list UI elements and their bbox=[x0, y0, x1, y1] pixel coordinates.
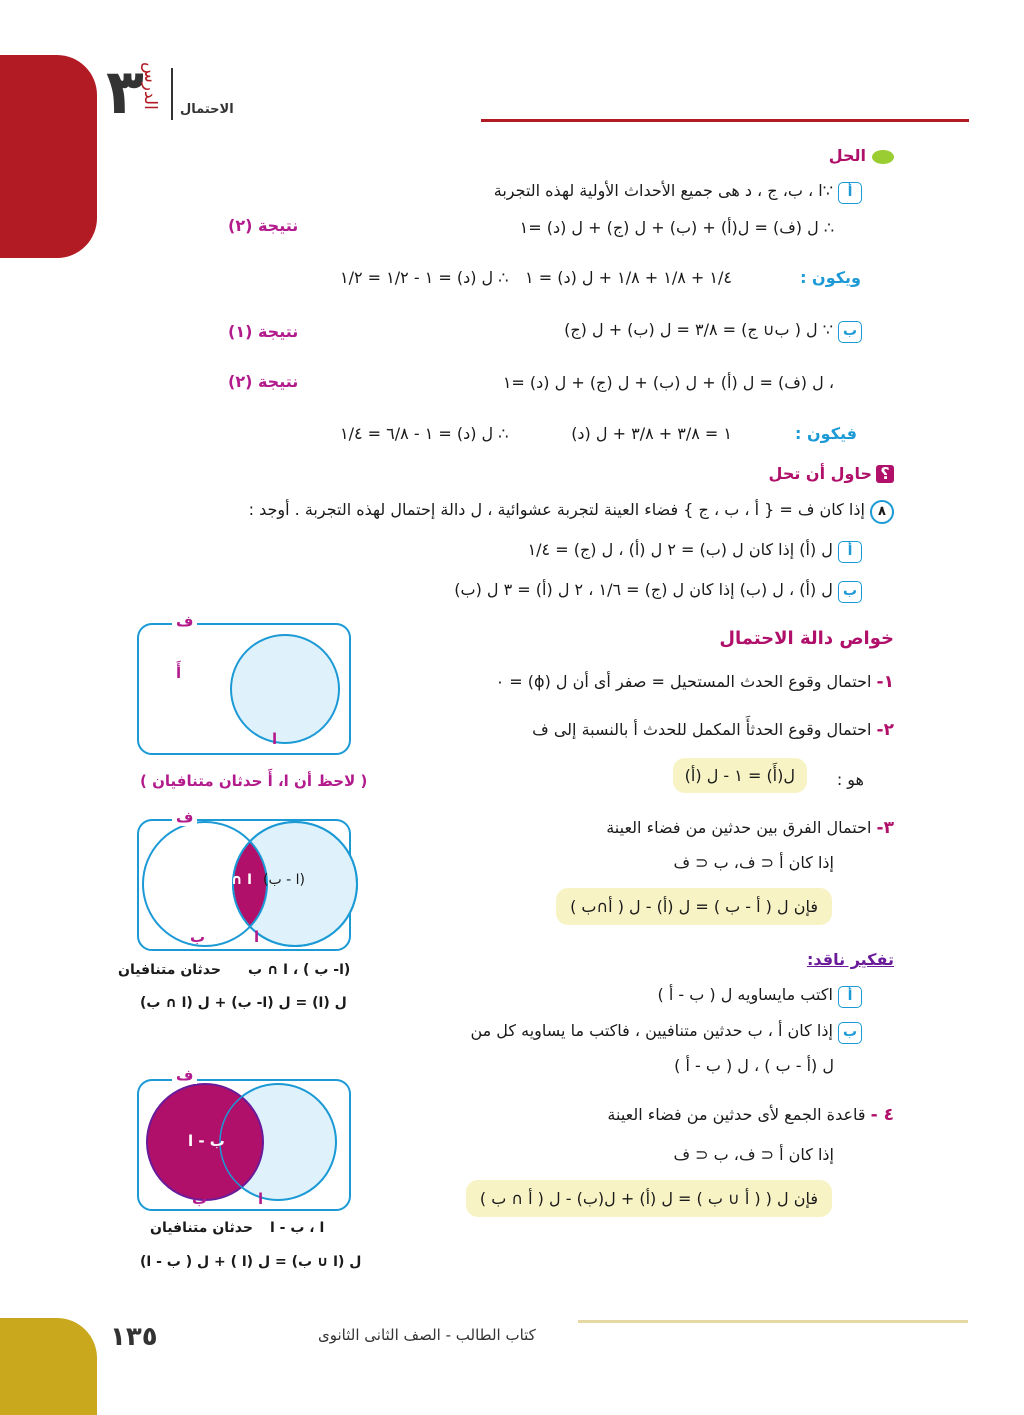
header-rule bbox=[481, 119, 969, 122]
solution-b-text3b: ∴ ل (د) = ١ - ٦/٨ = ١/٤ bbox=[340, 424, 509, 443]
solution-heading bbox=[829, 146, 894, 165]
try-part-b-text: ل (أ) ، ل (ب) إذا كان ل (ج) = ١/٦ ، ٢ ل (أ) = ٣ ل (ب) bbox=[454, 580, 833, 599]
label-difference: ب - ا bbox=[188, 1132, 225, 1150]
badge-a: أ bbox=[838, 541, 862, 563]
solution-a-line1 bbox=[494, 181, 862, 204]
critical-b bbox=[470, 1021, 862, 1044]
footer-rule bbox=[578, 1320, 968, 1323]
label-b: ب bbox=[192, 1190, 208, 1208]
critical-thinking-heading: تفكير ناقد: bbox=[806, 950, 894, 969]
label-a: ا bbox=[272, 730, 278, 748]
lesson-divider bbox=[171, 68, 173, 120]
event-a-circle bbox=[231, 635, 339, 743]
property-3-text: احتمال الفرق بين حدثين من فضاء العينة bbox=[606, 818, 872, 837]
lesson-title: الاحتمال bbox=[180, 102, 234, 117]
label-b: ب bbox=[190, 928, 206, 946]
property-number: ١- bbox=[876, 672, 894, 692]
try-heading-text: حاول أن تحل bbox=[768, 464, 872, 483]
property-number: ٤ - bbox=[870, 1105, 894, 1125]
try-question bbox=[249, 500, 894, 524]
label-f: ف bbox=[172, 808, 197, 826]
label-a: ا bbox=[258, 1190, 264, 1208]
solution-b-line1 bbox=[564, 320, 862, 343]
try-part-a-text: ل (أ) إذا كان ل (ب) = ٢ ل (أ) ، ل (ج) = ١/٤ bbox=[527, 540, 833, 559]
solution-a-text3b: ∴ ل (د) = ١ - ١/٢ = ١/٢ bbox=[340, 268, 509, 287]
question-icon: ؟ bbox=[876, 465, 894, 483]
solution-a-text3: ١/٤ + ١/٨ + ١/٨ + ل (د) = ١ bbox=[525, 268, 732, 287]
lesson-number: ٣ bbox=[106, 55, 144, 128]
footer-tab bbox=[0, 1318, 97, 1415]
chapter-tab bbox=[0, 55, 97, 258]
try-question-text: إذا كان ف = { أ ، ب ، ج } فضاء العينة لتجربة عشوائية ، ل دالة إحتمال لهذه التجربة . أوجد : bbox=[248, 500, 865, 519]
venn-diagram-complement bbox=[130, 612, 360, 762]
property-4-condition: إذا كان أ ⊂ ف، ب ⊂ ف bbox=[673, 1145, 834, 1164]
label-a-complement: أَ bbox=[176, 664, 182, 682]
venn2-caption-right: حدثان متنافيان bbox=[118, 962, 221, 978]
property-2-text: احتمال وقوع الحدثأَ المكمل للحدث أ بالنسبة إلى ف bbox=[532, 720, 872, 739]
difference-formula: فإن ل ( أ - ب ) = ل (أ) - ل ( أ∩ب ) bbox=[556, 888, 832, 925]
badge-a: أ bbox=[838, 986, 862, 1008]
property-3-condition: إذا كان أ ⊂ ف، ب ⊂ ف bbox=[673, 853, 834, 872]
question-number: ٨ bbox=[870, 500, 894, 524]
critical-a bbox=[658, 985, 863, 1008]
property-4-text: قاعدة الجمع لأى حدثين من فضاء العينة bbox=[607, 1105, 866, 1124]
try-part-b bbox=[454, 580, 862, 603]
venn3-caption-right: حدثان متنافيان bbox=[150, 1220, 253, 1236]
result-label: نتيجة (١) bbox=[228, 322, 299, 341]
badge-b: ب bbox=[838, 581, 862, 603]
addition-formula: فإن ل ( ( أ ∪ ب ) = ل (أ) + ل(ب) - ل ( أ ∩ ب ) bbox=[466, 1180, 832, 1217]
try-heading bbox=[769, 464, 894, 483]
solution-b-text2: ، ل (ف) = ل (أ) + ل (ب) + ل (ج) + ل (د) =١ bbox=[502, 373, 834, 392]
then-label: فيكون : bbox=[795, 424, 857, 443]
venn2-caption-left: (ا- ب ) ، ا ∩ ب bbox=[248, 962, 351, 978]
venn1-caption: ( لاحظ أن ا، أَ حدثان متنافيان ) bbox=[140, 772, 368, 790]
label-a: ا bbox=[254, 928, 260, 946]
venn2-formula: ل (ا) = ل (ا- ب) + ل (ا ∩ ب) bbox=[140, 995, 347, 1011]
solution-a-text2: ∴ ل (ف) = ل(أ) + (ب) + ل (ج) + ل (د) =١ bbox=[519, 218, 834, 237]
label-f: ف bbox=[172, 1066, 197, 1084]
solution-b-text3: ١ = ٣/٨ + ٣/٨ + ل (د) bbox=[571, 424, 732, 443]
result-label: نتيجة (٢) bbox=[228, 216, 299, 235]
critical-b-text: إذا كان أ ، ب حدثين متنافيين ، فاكتب ما يساويه كل من bbox=[470, 1021, 833, 1040]
lesson-word: الدرس bbox=[140, 62, 160, 110]
properties-heading: خواص دالة الاحتمال bbox=[719, 628, 894, 649]
solution-a-text1: ∵ا ، ب، ج ، د هى جميع الأحداث الأولية لهذه التجربة bbox=[493, 181, 833, 200]
badge-b: ب bbox=[838, 321, 862, 343]
property-number: ٢- bbox=[876, 720, 894, 740]
book-title: كتاب الطالب - الصف الثانى الثانوى bbox=[318, 1326, 536, 1344]
property-1-text: احتمال وقوع الحدث المستحيل = صفر أى أن ل (ϕ) = ٠ bbox=[495, 672, 872, 691]
badge-a: أ bbox=[838, 182, 862, 204]
critical-a-text: اكتب مايساويه ل ( ب - أ ) bbox=[657, 985, 833, 1004]
complement-formula: ل(أَ) = ١ - ل (أ) bbox=[673, 758, 807, 793]
venn3-caption-left: ا ، ب - ا bbox=[270, 1220, 325, 1236]
property-4 bbox=[607, 1105, 894, 1125]
property-2-is: هو : bbox=[836, 770, 864, 789]
venn3-formula: ل (ا ∪ ب) = ل (ا ) + ل ( ب - ا) bbox=[140, 1254, 362, 1270]
page-number: ١٣٥ bbox=[110, 1322, 158, 1352]
solution-b-text1: ∵ ل ( ب∪ ج) = ٣/٨ = ل (ب) + ل (ج) bbox=[564, 320, 833, 339]
label-f: ف bbox=[172, 612, 197, 630]
property-2 bbox=[532, 720, 894, 740]
property-number: ٣- bbox=[876, 818, 894, 838]
then-label: ويكون : bbox=[800, 268, 861, 287]
property-3 bbox=[606, 818, 894, 838]
try-part-a bbox=[528, 540, 862, 563]
solution-heading-text: الحل bbox=[828, 146, 866, 165]
label-intersection: ا ∩ ب bbox=[212, 872, 252, 888]
badge-b: ب bbox=[838, 1022, 862, 1044]
label-difference: (ا - ب) bbox=[263, 872, 305, 888]
critical-b-text2: ل (أ - ب ) ، ل ( ب - أ ) bbox=[674, 1056, 834, 1075]
venn-diagram-union bbox=[130, 1066, 360, 1216]
bullet-icon bbox=[872, 150, 894, 164]
property-1 bbox=[496, 672, 894, 692]
venn-diagram-difference bbox=[130, 808, 360, 958]
result-label: نتيجة (٢) bbox=[228, 372, 299, 391]
